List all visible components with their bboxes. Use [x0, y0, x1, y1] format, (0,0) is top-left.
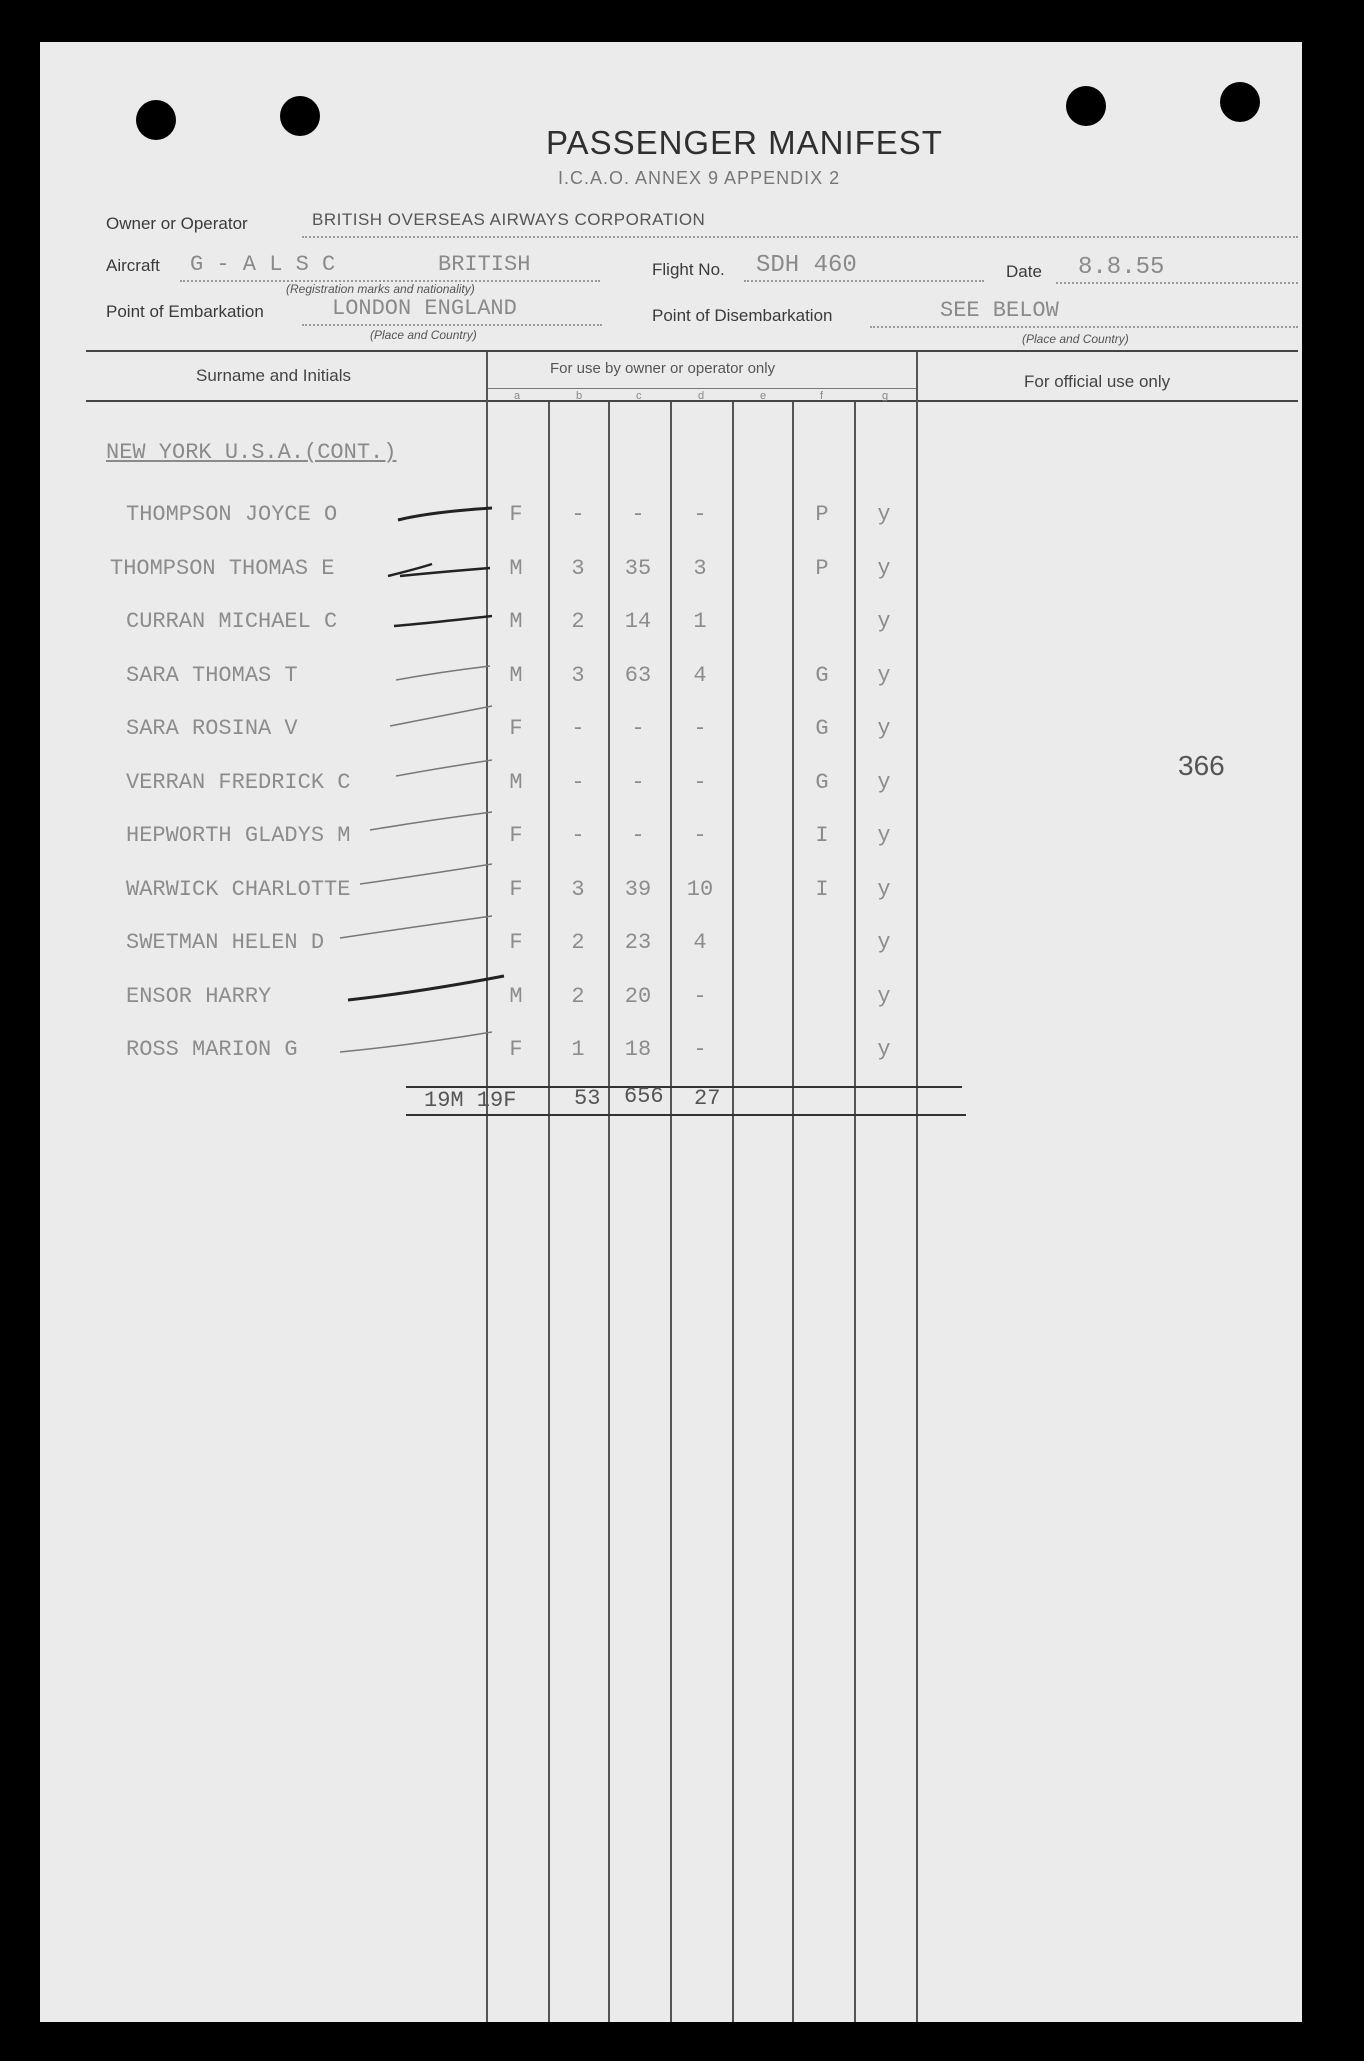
cell-a: F	[509, 502, 523, 527]
cell-c: -	[631, 716, 645, 741]
disembarkation-label: Point of Disembarkation	[652, 306, 833, 325]
passenger-name: WARWICK CHARLOTTE	[126, 876, 351, 902]
cell-c: 20	[624, 983, 652, 1009]
cell-g: y	[877, 983, 891, 1009]
cell-f: G	[815, 716, 829, 741]
passenger-name: THOMPSON THOMAS E	[110, 555, 335, 581]
cell-a: F	[509, 716, 523, 741]
cell-g: y	[877, 823, 891, 848]
cell-d: -	[693, 769, 707, 795]
aircraft-value: G - A L S C	[190, 252, 336, 277]
cell-b: 3	[571, 876, 585, 902]
passenger-name: VERRAN FREDRICK C	[126, 769, 351, 795]
cell-a: M	[509, 769, 523, 795]
passenger-name: SARA ROSINA V	[126, 716, 298, 741]
cell-g: y	[877, 609, 891, 634]
aircraft-nationality: BRITISH	[438, 252, 531, 277]
cell-f: G	[815, 662, 829, 688]
cell-g: y	[877, 716, 891, 741]
cell-d: -	[693, 823, 707, 848]
cell-d: 4	[693, 662, 707, 688]
cell-a: F	[509, 1037, 523, 1062]
cell-b: -	[571, 823, 585, 848]
cell-a: F	[509, 930, 523, 955]
cell-g: y	[877, 1037, 891, 1062]
cell-c: -	[631, 823, 645, 848]
disembarkation-note: (Place and Country)	[1022, 332, 1129, 346]
embarkation-note: (Place and Country)	[370, 328, 477, 342]
passenger-name: SWETMAN HELEN D	[126, 930, 325, 955]
cell-g: y	[877, 930, 891, 955]
cell-g: y	[877, 876, 891, 902]
passenger-name: ROSS MARION G	[126, 1037, 298, 1062]
col-letter-e: e	[760, 390, 767, 402]
cell-g: y	[877, 502, 891, 527]
cell-b: -	[571, 502, 585, 527]
col-letter-a: a	[514, 390, 521, 402]
cell-f: I	[815, 823, 829, 848]
cell-a: F	[509, 876, 523, 902]
cell-d: 3	[693, 555, 707, 581]
col-surname-header: Surname and Initials	[196, 366, 351, 385]
date-value: 8.8.55	[1078, 254, 1165, 281]
cell-f: G	[815, 769, 829, 795]
passenger-name: CURRAN MICHAEL C	[126, 609, 338, 634]
cell-a: M	[509, 609, 523, 634]
cell-g: y	[877, 662, 891, 688]
cell-a: M	[509, 555, 523, 581]
cell-c: 18	[624, 1037, 652, 1062]
page-title: PASSENGER MANIFEST	[546, 124, 943, 161]
cell-c: 14	[624, 609, 652, 634]
totals-d: 27	[694, 1086, 721, 1111]
passenger-name: HEPWORTH GLADYS M	[126, 823, 351, 848]
cell-c: 35	[624, 555, 652, 581]
cell-d: 10	[686, 876, 714, 902]
flight-label: Flight No.	[652, 260, 725, 279]
cell-g: y	[877, 769, 891, 795]
cell-a: M	[509, 983, 523, 1009]
page-subtitle: I.C.A.O. ANNEX 9 APPENDIX 2	[558, 168, 841, 188]
passenger-name: THOMPSON JOYCE O	[126, 502, 338, 527]
passenger-name: SARA THOMAS T	[126, 662, 298, 688]
cell-c: -	[631, 769, 645, 795]
disembarkation-value: SEE BELOW	[940, 298, 1059, 323]
pen-tick-marks	[40, 42, 1302, 2022]
cell-b: 1	[571, 1037, 585, 1062]
cell-a: F	[509, 823, 523, 848]
cell-c: 63	[624, 662, 652, 688]
cell-b: 2	[571, 609, 585, 634]
owner-label: Owner or Operator	[106, 214, 248, 233]
flight-value: SDH 460	[756, 252, 857, 279]
cell-b: 2	[571, 930, 585, 955]
col-letter-d: d	[698, 390, 705, 402]
col-operator-header: For use by owner or operator only	[550, 360, 776, 377]
embarkation-label: Point of Embarkation	[106, 302, 264, 321]
col-official-header: For official use only	[1024, 372, 1171, 391]
registration-note: (Registration marks and nationality)	[286, 282, 475, 296]
totals-b: 53	[574, 1086, 601, 1111]
owner-value: BRITISH OVERSEAS AIRWAYS CORPORATION	[312, 210, 706, 229]
cell-b: 3	[571, 662, 585, 688]
cell-a: M	[509, 662, 523, 688]
cell-d: 4	[693, 930, 707, 955]
embarkation-value: LONDON ENGLAND	[332, 296, 517, 321]
col-letter-g: g	[882, 390, 889, 402]
aircraft-label: Aircraft	[106, 256, 160, 275]
totals-sex: 19M 19F	[424, 1088, 517, 1113]
cell-d: -	[693, 983, 707, 1009]
cell-b: 3	[571, 555, 585, 581]
col-letter-f: f	[820, 390, 824, 402]
col-letter-b: b	[576, 390, 583, 402]
cell-g: y	[877, 555, 891, 581]
cell-f: P	[815, 555, 829, 581]
cell-d: -	[693, 1037, 707, 1062]
cell-b: 2	[571, 983, 585, 1009]
cell-c: 39	[624, 876, 652, 902]
col-letter-c: c	[636, 390, 642, 402]
cell-d: -	[693, 716, 707, 741]
cell-c: -	[631, 502, 645, 527]
cell-c: 23	[624, 930, 652, 955]
cell-d: 1	[693, 609, 707, 634]
cell-b: -	[571, 769, 585, 795]
cell-f: P	[815, 502, 829, 527]
passenger-name: ENSOR HARRY	[126, 983, 272, 1009]
cell-d: -	[693, 502, 707, 527]
cell-f: I	[815, 876, 829, 902]
totals-c: 656	[624, 1084, 664, 1109]
manifest-sheet	[40, 42, 1302, 2022]
cell-b: -	[571, 716, 585, 741]
section-heading: NEW YORK U.S.A.(CONT.)	[106, 440, 397, 465]
date-label: Date	[1006, 262, 1042, 281]
margin-number: 366	[1178, 750, 1225, 781]
